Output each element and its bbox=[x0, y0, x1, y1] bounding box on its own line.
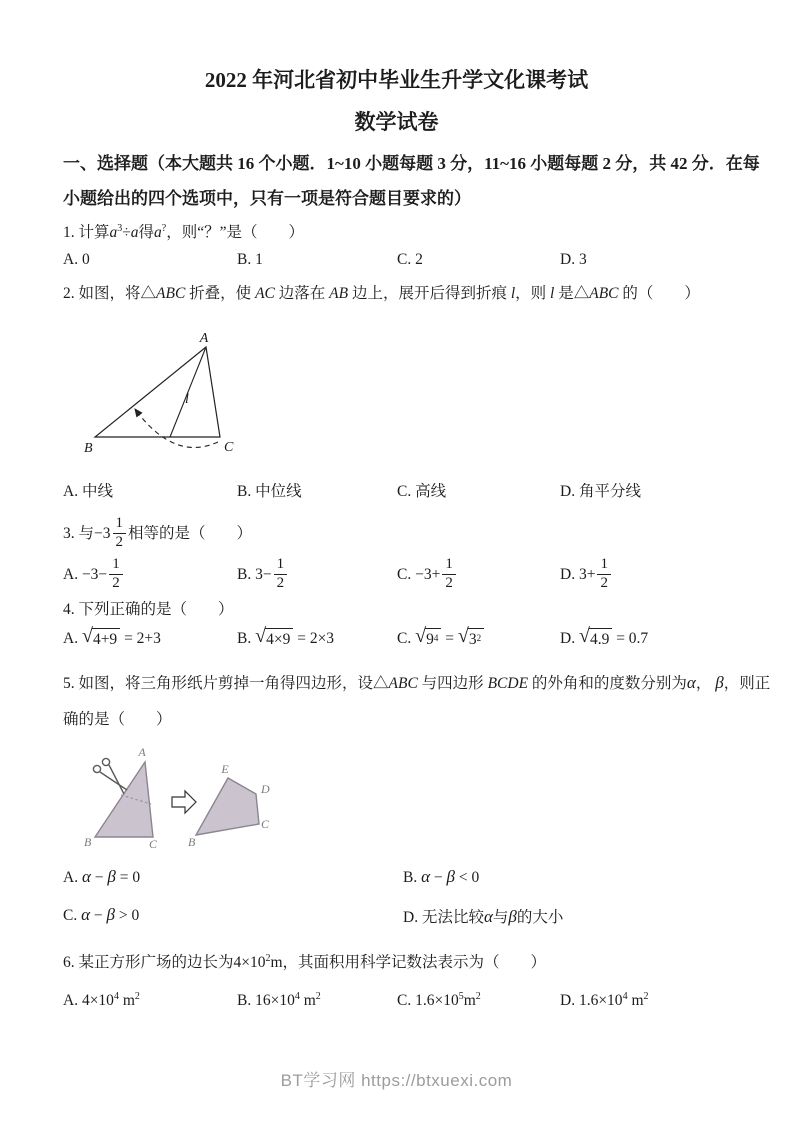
question-6-options bbox=[63, 992, 769, 1010]
triangle-outline bbox=[95, 347, 220, 437]
question-4-option-b: B. √ 4×9 = 2×3 bbox=[237, 624, 335, 648]
question-5-stem-line1: 5. 如图，将三角形纸片剪掉一角得四边形，设△ABC 与四边形 BCDE 的外角和的度数分别为α， β，则正 bbox=[63, 673, 771, 692]
question-4-stem: 4. 下列正确的是（ ） bbox=[63, 601, 234, 618]
question-5-option-a: A. α − β = 0 bbox=[63, 867, 141, 886]
question-3-option-b: B. 3− $\frac{1}{2}$ bbox=[237, 558, 397, 593]
question-1-option-d: D. 3 bbox=[560, 251, 587, 268]
question-1-option-c: C. 2 bbox=[397, 251, 423, 268]
fig5-label-d: D bbox=[261, 782, 270, 796]
question-6-option-d: D. $1.6\times 10^4$ $m^2$ bbox=[560, 990, 649, 1009]
page-subtitle: 数学试卷 bbox=[354, 110, 439, 134]
footer-watermark: BT学习网 https://btxuexi.com bbox=[280, 1071, 513, 1090]
block-arrow-icon bbox=[172, 791, 196, 813]
question-5-options-row2 bbox=[63, 905, 769, 927]
question-3-stem: 3. 与−3 $\frac{1}{2}$ 相等的是（ ） bbox=[63, 515, 253, 550]
question-1-option-a: A. 0 bbox=[63, 251, 90, 268]
fig5-label-c1: C bbox=[149, 837, 158, 851]
question-5-option-d: D. 无法比较α与β的大小 bbox=[403, 907, 564, 926]
question-4-option-c: C. √ $9^4$ = √ $3^2$ bbox=[397, 629, 560, 650]
question-1-stem: 1. 计算$a^3\div a$得a?，则“？”是（ ） bbox=[63, 222, 305, 241]
question-5-stem-line2: 确的是（ ） bbox=[63, 711, 172, 728]
fold-arc-arrow bbox=[135, 409, 218, 447]
question-4-option-d: D. √ 4.9 = 0.7 bbox=[560, 624, 649, 648]
page-title: 2022 年河北省初中毕业生升学文化课考试 bbox=[204, 68, 589, 92]
fig5-label-b2: B bbox=[188, 835, 196, 849]
fig5-label-b1: B bbox=[84, 835, 92, 849]
question-6-option-a: A. $4\times 10^4$ $m^2$ bbox=[63, 990, 140, 1009]
fig5-label-c2: C bbox=[261, 817, 270, 831]
fig5-label-a: A bbox=[138, 745, 146, 759]
question-5-option-c: C. α − β > 0 bbox=[63, 905, 140, 924]
question-3-option-c: C. −3+ $\frac{1}{2}$ bbox=[397, 558, 560, 593]
section-header-line2: 小题给出的四个选项中，只有一项是符合题目要求的） bbox=[63, 189, 471, 208]
question-2-figure bbox=[78, 330, 248, 468]
question-2-option-b: B. 中位线 bbox=[237, 483, 302, 500]
quadrilateral-paper-shape bbox=[196, 778, 259, 835]
question-2-options bbox=[63, 479, 769, 501]
section-header-line1: 一、选择题（本大题共 16 个小题．1~10 小题每题 3 分，11~16 小题每题 2 分，共 42 分．在每 bbox=[63, 154, 760, 173]
question-4-options bbox=[63, 624, 769, 654]
question-6-option-b: B. $16\times 10^4$ $m^2$ bbox=[237, 990, 321, 1009]
question-6-option-c: C. $1.6\times 10^5m^2$ bbox=[397, 990, 481, 1009]
question-1-options bbox=[63, 251, 769, 269]
fig5-label-e: E bbox=[221, 762, 229, 776]
question-3-options bbox=[63, 553, 769, 597]
question-2-option-d: D. 角平分线 bbox=[560, 483, 641, 500]
vertex-label-a: A bbox=[199, 331, 209, 346]
question-3-option-d: D. 3+ $\frac{1}{2}$ bbox=[560, 558, 769, 593]
question-4-option-a: A. √ 4+9 = 2+3 bbox=[63, 624, 161, 648]
question-2-option-a: A. 中线 bbox=[63, 483, 113, 500]
question-1-option-b: B. 1 bbox=[237, 251, 263, 268]
question-2-stem: 2. 如图，将△ABC 折叠，使 AC 边落在 AB 边上，展开后得到折痕 l，则 l 是△ABC 的（ ） bbox=[63, 285, 700, 302]
crease-label: l bbox=[185, 392, 189, 407]
question-6-stem: 6. 某正方形广场的边长为$4\times 10^2m$，其面积用科学记数法表示为（ ） bbox=[63, 952, 547, 971]
question-2-option-c: C. 高线 bbox=[397, 483, 447, 500]
scissors-icon bbox=[93, 758, 127, 794]
question-3-option-a: A. −3− $\frac{1}{2}$ bbox=[63, 558, 237, 593]
question-5-option-b: B. α − β < 0 bbox=[403, 867, 480, 886]
vertex-label-c: C bbox=[224, 440, 234, 455]
question-5-options-row1 bbox=[63, 869, 769, 887]
section-header bbox=[63, 146, 773, 216]
triangle-paper-shape bbox=[95, 762, 153, 837]
vertex-label-b: B bbox=[84, 441, 93, 456]
question-5-figure bbox=[75, 742, 280, 854]
